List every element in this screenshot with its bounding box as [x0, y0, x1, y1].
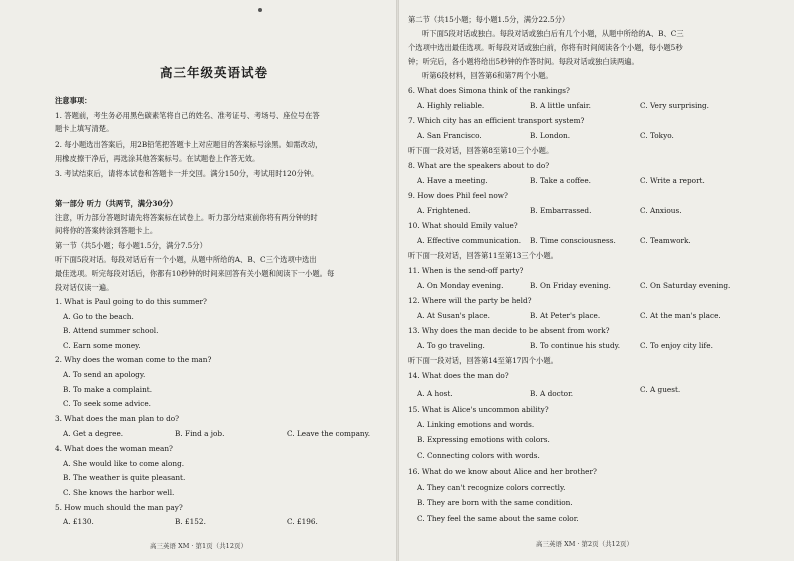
question-1: 1. What is Paul going to do this summer? [55, 297, 207, 306]
option-11b: B. On Friday evening. [530, 281, 611, 290]
section2-heading: 第二节（共15小题；每小题1.5分，满分22.5分） [408, 15, 570, 24]
notice-line: 题卡上填写清楚。 [55, 124, 114, 133]
option-12b: B. At Peter's place. [530, 311, 601, 320]
section1-text: 段对话仅读一遍。 [55, 283, 114, 292]
notice-line: 用橡皮擦干净后，再选涂其他答案标号。在试题卷上作答无效。 [55, 154, 260, 163]
page-1 [0, 0, 396, 561]
question-13: 13. Why does the man decide to be absent from work? [408, 326, 610, 335]
option-14a: A. A host. [417, 389, 453, 398]
option-3b: B. Find a job. [175, 429, 225, 438]
question-4: 4. What does the woman mean? [55, 444, 173, 453]
option-15c: C. Connecting colors with words. [417, 451, 540, 460]
question-2: 2. Why does the woman come to the man? [55, 355, 212, 364]
option-4c: C. She knows the harbor well. [63, 488, 175, 497]
option-6c: C. Very surprising. [640, 101, 710, 110]
part1-text: 间将你的答案转涂到答题卡上。 [55, 226, 158, 235]
option-13b: B. To continue his study. [530, 341, 621, 350]
instruction-14-17: 听下面一段对话，回答第14至第17四个小题。 [408, 356, 558, 365]
option-1c: C. Earn some money. [63, 341, 141, 350]
question-16: 16. What do we know about Alice and her brother? [408, 467, 597, 476]
notice-line: 2. 每小题选出答案后，用2B铅笔把答题卡上对应题目的答案标号涂黑。如需改动， [55, 140, 323, 149]
question-3: 3. What does the man plan to do? [55, 414, 180, 423]
option-4a: A. She would like to come along. [63, 459, 185, 468]
option-15b: B. Expressing emotions with colors. [417, 435, 550, 444]
option-2a: A. To send an apology. [63, 370, 146, 379]
section2-text: 听下面5段对话或独白。每段对话或独白后有几个小题，从题中所给的A、B、C三 [422, 29, 684, 38]
section1-heading: 第一节（共5小题；每小题1.5分，满分7.5分） [55, 241, 207, 250]
option-10a: A. Effective communication. [417, 236, 522, 245]
option-16c: C. They feel the same about the same color. [417, 514, 579, 523]
option-13c: C. To enjoy city life. [640, 341, 713, 350]
notice-line: 3. 考试结束后，请将本试卷和答题卡一并交回。满分150分，考试用时120分钟。 [55, 169, 319, 178]
option-5b: B. £152. [175, 517, 206, 526]
option-2c: C. To seek some advice. [63, 399, 151, 408]
option-3a: A. Get a degree. [63, 429, 124, 438]
option-16b: B. They are born with the same condition. [417, 498, 573, 507]
question-11: 11. When is the send-off party? [408, 266, 524, 275]
option-14b: B. A doctor. [530, 389, 574, 398]
section2-text: 钟；听完后，各小题将给出5秒钟的作答时间。每段对话或独白读两遍。 [408, 57, 639, 66]
option-5c: C. £196. [287, 517, 318, 526]
option-6a: A. Highly reliable. [417, 101, 485, 110]
section1-text: 最佳选项。听完每段对话后，你都有10秒钟的时间来回答有关小题和阅读下一小题。每 [55, 269, 335, 278]
option-7c: C. Tokyo. [640, 131, 674, 140]
option-6b: B. A little unfair. [530, 101, 591, 110]
exam-title: 高三年级英语试卷 [160, 65, 269, 80]
option-8c: C. Write a report. [640, 176, 705, 185]
notice-heading: 注意事项： [55, 96, 92, 105]
option-8b: B. Take a coffee. [530, 176, 592, 185]
option-7a: A. San Francisco. [417, 131, 482, 140]
section2-text: 个选项中选出最佳选项。听每段对话或独白前，你将有时间阅读各个小题，每小题5秒 [408, 43, 683, 52]
page-2 [400, 0, 794, 561]
part1-heading: 第一部分 听力（共两节，满分30分） [55, 199, 178, 208]
option-13a: A. To go traveling. [417, 341, 485, 350]
option-9b: B. Embarrassed. [530, 206, 592, 215]
question-5: 5. How much should the man pay? [55, 503, 183, 512]
option-9a: A. Frightened. [417, 206, 471, 215]
page-footer: 高三英语 XM · 第2页（共12页） [536, 540, 633, 548]
option-5a: A. £130. [63, 517, 94, 526]
question-6: 6. What does Simona think of the rankings? [408, 86, 570, 95]
option-8a: A. Have a meeting. [417, 176, 488, 185]
part1-text: 注意，听力部分答题时请先将答案标在试卷上。听力部分结束前你将有两分钟的时 [55, 213, 318, 222]
instruction-11-13: 听下面一段对话，回答第11至第13三个小题。 [408, 251, 558, 260]
option-12a: A. At Susan's place. [417, 311, 490, 320]
question-10: 10. What should Emily value? [408, 221, 518, 230]
instruction-8-10: 听下面一段对话，回答第8至第10三个小题。 [408, 146, 554, 155]
question-15: 15. What is Alice's uncommon ability? [408, 405, 549, 414]
question-7: 7. Which city has an efficient transport system? [408, 116, 585, 125]
section1-text: 听下面5段对话。每段对话后有一个小题，从题中所给的A、B、C三个选项中选出 [55, 255, 317, 264]
option-7b: B. London. [530, 131, 571, 140]
option-10c: C. Teamwork. [640, 236, 691, 245]
question-12: 12. Where will the party be held? [408, 296, 532, 305]
option-2b: B. To make a complaint. [63, 385, 153, 394]
option-14c: C. A guest. [640, 385, 681, 394]
option-9c: C. Anxious. [640, 206, 682, 215]
question-14: 14. What does the man do? [408, 371, 509, 380]
option-3c: C. Leave the company. [287, 429, 371, 438]
option-11a: A. On Monday evening. [417, 281, 504, 290]
option-15a: A. Linking emotions and words. [417, 420, 535, 429]
question-8: 8. What are the speakers about to do? [408, 161, 550, 170]
option-11c: C. On Saturday evening. [640, 281, 731, 290]
option-1a: A. Go to the beach. [63, 312, 134, 321]
option-12c: C. At the man's place. [640, 311, 721, 320]
option-16a: A. They can't recognize colors correctly. [417, 483, 566, 492]
option-10b: B. Time consciousness. [530, 236, 616, 245]
page-footer: 高三英语 XM · 第1页（共12页） [150, 542, 247, 550]
section2-text: 听第6段材料，回答第6和第7两个小题。 [422, 71, 553, 80]
question-9: 9. How does Phil feel now? [408, 191, 508, 200]
option-1b: B. Attend summer school. [63, 326, 159, 335]
page-fold [396, 0, 399, 561]
option-4b: B. The weather is quite pleasant. [63, 473, 186, 482]
notice-line: 1. 答题前，考生务必用黑色碳素笔将自己的姓名、准考证号、考场号、座位号在答 [55, 111, 320, 120]
